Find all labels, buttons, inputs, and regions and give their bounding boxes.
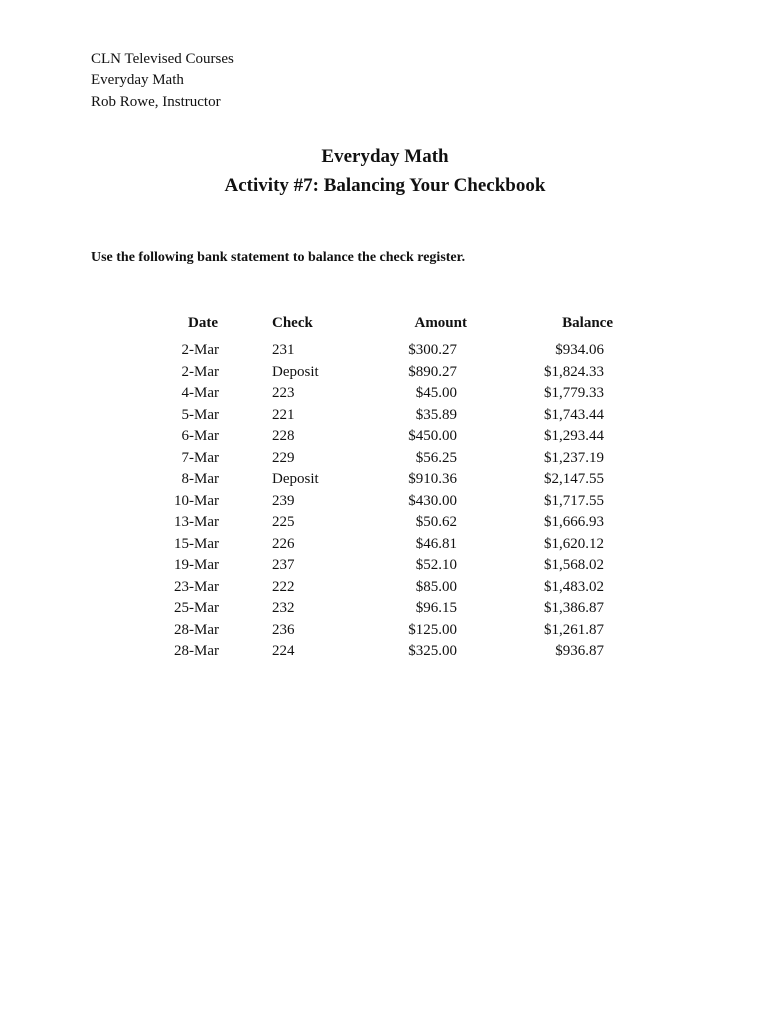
instructions-text: Use the following bank statement to balance the check register. (91, 250, 466, 265)
instructor-name: Rob Rowe, Instructor (91, 94, 221, 110)
column-header-check: Check (272, 315, 313, 331)
cell-amount: $85.00 (415, 579, 457, 595)
cell-balance: $1,483.02 (544, 579, 604, 595)
cell-balance: $1,824.33 (544, 364, 604, 380)
cell-date: 7-Mar (181, 450, 219, 466)
cell-balance: $2,147.55 (544, 471, 604, 487)
cell-check: 228 (272, 428, 295, 444)
document-title: Everyday Math (321, 146, 449, 167)
cell-date: 28-Mar (174, 622, 219, 638)
course-name: CLN Televised Courses (91, 51, 234, 67)
cell-check: 232 (272, 600, 295, 616)
cell-date: 5-Mar (181, 407, 219, 423)
cell-balance: $1,666.93 (544, 514, 604, 530)
cell-date: 19-Mar (174, 557, 219, 573)
cell-balance: $1,779.33 (544, 385, 604, 401)
cell-balance: $1,743.44 (544, 407, 604, 423)
cell-amount: $46.81 (415, 536, 457, 552)
cell-amount: $56.25 (415, 450, 457, 466)
cell-date: 6-Mar (181, 428, 219, 444)
cell-balance: $934.06 (555, 342, 604, 358)
cell-amount: $125.00 (408, 622, 457, 638)
cell-amount: $890.27 (408, 364, 457, 380)
cell-date: 28-Mar (174, 643, 219, 659)
cell-amount: $52.10 (415, 557, 457, 573)
cell-check: 222 (272, 579, 295, 595)
course-subject: Everyday Math (91, 72, 184, 88)
cell-amount: $325.00 (408, 643, 457, 659)
cell-check: 237 (272, 557, 295, 573)
cell-check: 221 (272, 407, 295, 423)
cell-check: 236 (272, 622, 295, 638)
cell-date: 25-Mar (174, 600, 219, 616)
cell-date: 13-Mar (174, 514, 219, 530)
activity-title: Activity #7: Balancing Your Checkbook (224, 175, 546, 196)
cell-amount: $35.89 (415, 407, 457, 423)
cell-date: 15-Mar (174, 536, 219, 552)
cell-check: 231 (272, 342, 295, 358)
cell-amount: $910.36 (408, 471, 457, 487)
cell-balance: $1,386.87 (544, 600, 604, 616)
cell-balance: $936.87 (555, 643, 604, 659)
cell-balance: $1,568.02 (544, 557, 604, 573)
cell-check: 239 (272, 493, 295, 509)
cell-check: 226 (272, 536, 295, 552)
cell-amount: $450.00 (408, 428, 457, 444)
cell-balance: $1,261.87 (544, 622, 604, 638)
cell-date: 23-Mar (174, 579, 219, 595)
column-header-balance: Balance (562, 315, 613, 331)
cell-check: 225 (272, 514, 295, 530)
cell-check: 223 (272, 385, 295, 401)
cell-balance: $1,237.19 (544, 450, 604, 466)
cell-date: 10-Mar (174, 493, 219, 509)
column-header-amount: Amount (414, 315, 467, 331)
cell-amount: $300.27 (408, 342, 457, 358)
cell-amount: $430.00 (408, 493, 457, 509)
column-header-date: Date (188, 315, 218, 331)
cell-amount: $50.62 (415, 514, 457, 530)
cell-check: 229 (272, 450, 295, 466)
cell-balance: $1,620.12 (544, 536, 604, 552)
cell-date: 8-Mar (181, 471, 219, 487)
cell-amount: $96.15 (415, 600, 457, 616)
cell-balance: $1,293.44 (544, 428, 604, 444)
cell-balance: $1,717.55 (544, 493, 604, 509)
cell-check: 224 (272, 643, 295, 659)
cell-check: Deposit (272, 364, 319, 380)
cell-check: Deposit (272, 471, 319, 487)
cell-date: 2-Mar (181, 342, 219, 358)
cell-amount: $45.00 (415, 385, 457, 401)
cell-date: 4-Mar (181, 385, 219, 401)
cell-date: 2-Mar (181, 364, 219, 380)
